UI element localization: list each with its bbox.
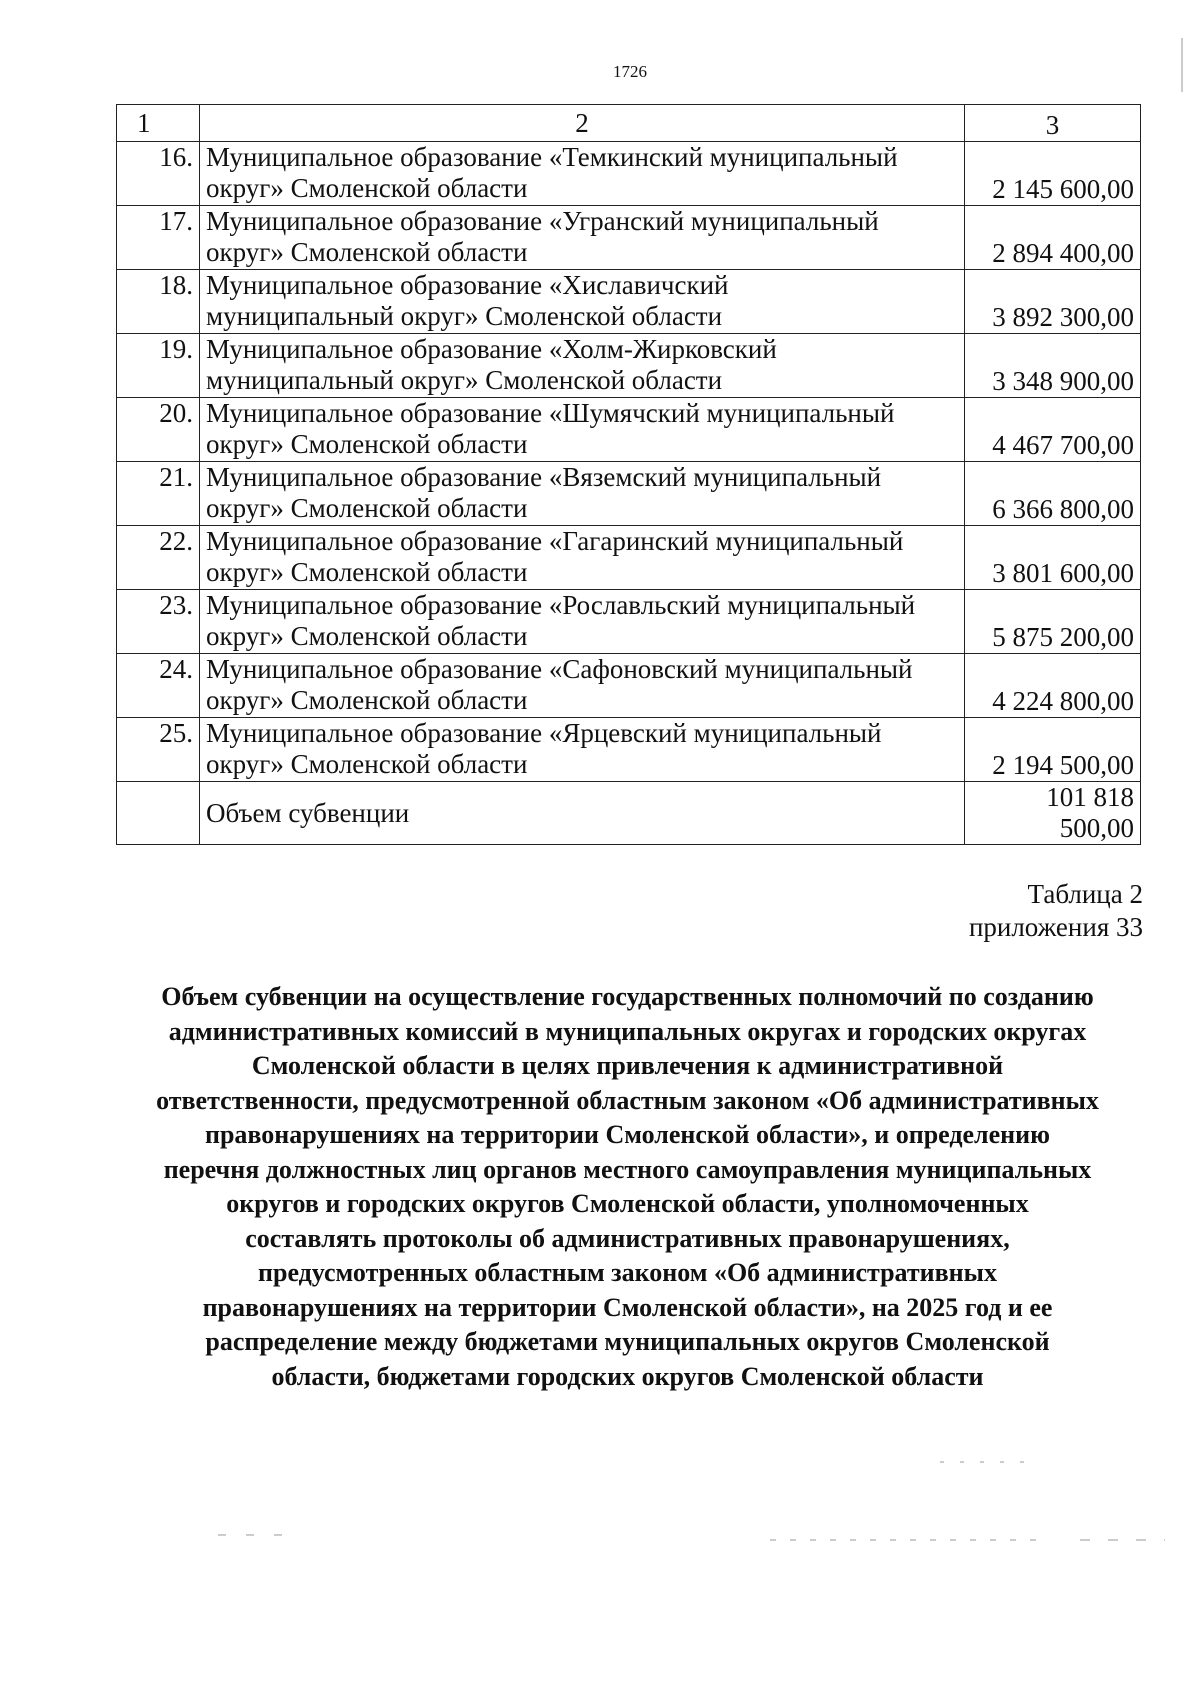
municipality-name-line2: округ» Смоленской области <box>206 685 528 715</box>
subvention-amount: 6 366 800,00 <box>965 462 1141 526</box>
document-title-line: административных комиссий в муниципальных округах и городских округах <box>168 1016 1087 1046</box>
municipality-name-line2: округ» Смоленской области <box>206 429 528 459</box>
municipality-name-line1: Муниципальное образование «Холм-Жирковский <box>206 334 777 364</box>
subvention-amount: 3 892 300,00 <box>965 270 1141 334</box>
municipality-name-line1: Муниципальное образование «Ярцевский муниципальный <box>206 718 882 748</box>
row-number: 19. <box>117 334 200 398</box>
row-number: 20. <box>117 398 200 462</box>
document-title-line: составлять протоколы об административных правонарушениях, <box>245 1223 1010 1253</box>
header-cell-3: 3 <box>965 105 1141 142</box>
document-title-line: правонарушениях на территории Смоленской области», и определению <box>204 1120 1051 1149</box>
document-title-line: распределение между бюджетами муниципальных округов Смоленской <box>205 1327 1050 1356</box>
municipality-name-line1: Муниципальное образование «Вяземский муниципальный <box>206 462 882 492</box>
row-number: 21. <box>117 462 200 526</box>
subvention-amount: 4 467 700,00 <box>965 398 1141 462</box>
municipality-name-line2: округ» Смоленской области <box>206 621 528 651</box>
document-title-line: округов и городских округов Смоленской области, уполномоченных <box>226 1189 1029 1218</box>
municipality-name-line2: округ» Смоленской области <box>206 173 528 203</box>
row-number: 18. <box>117 270 200 334</box>
municipality-name-line2: муниципальный округ» Смоленской области <box>206 365 723 395</box>
subvention-amount: 4 224 800,00 <box>965 654 1141 718</box>
row-number: 22. <box>117 526 200 590</box>
page-number: 1726 <box>613 62 647 81</box>
subvention-amount: 2 194 500,00 <box>965 718 1141 782</box>
header-cell-1: 1 <box>117 105 200 142</box>
total-amount: 101 818 500,00 <box>965 782 1141 845</box>
municipality-name-line2: округ» Смоленской области <box>206 557 528 587</box>
subvention-amount: 3 348 900,00 <box>965 334 1141 398</box>
document-title-line: перечня должностных лиц органов местного самоуправления муниципальных <box>163 1154 1092 1184</box>
municipality-name-line1: Муниципальное образование «Шумячский муниципальный <box>206 398 895 428</box>
municipality-name-line2: округ» Смоленской области <box>206 237 528 267</box>
municipality-name-line1: Муниципальное образование «Темкинский муниципальный <box>206 142 898 172</box>
municipality-name-line1: Муниципальное образование «Хиславичский <box>206 270 729 300</box>
row-number: 17. <box>117 206 200 270</box>
document-title-line: ответственности, предусмотренной областным законом «Об административных <box>156 1085 1099 1115</box>
total-label: Объем субвенции <box>200 782 965 845</box>
subvention-amount: 2 145 600,00 <box>965 142 1141 206</box>
document-title-line: правонарушениях на территории Смоленской области», на 2025 год и ее <box>202 1292 1053 1322</box>
subvention-amount: 2 894 400,00 <box>965 206 1141 270</box>
subvention-amount: 5 875 200,00 <box>965 590 1141 654</box>
municipality-name-line1: Муниципальное образование «Рославльский муниципальный <box>206 590 916 620</box>
header-cell-2: 2 <box>200 105 965 142</box>
municipality-name-line2: округ» Смоленской области <box>206 749 528 779</box>
municipality-name-line1: Муниципальное образование «Угранский муниципальный <box>206 206 879 236</box>
row-number: 16. <box>117 142 200 206</box>
document-title-line: Объем субвенции на осуществление государственных полномочий по созданию <box>161 982 1094 1011</box>
table-caption-appendix: приложения 33 <box>968 912 1143 942</box>
table-caption-number: Таблица 2 <box>1027 879 1143 909</box>
row-number: 24. <box>117 654 200 718</box>
row-number: 25. <box>117 718 200 782</box>
document-title-line: Смоленской области в целях привлечения к административной <box>251 1051 1004 1080</box>
row-number: 23. <box>117 590 200 654</box>
municipality-name-line1: Муниципальное образование «Сафоновский муниципальный <box>206 654 913 684</box>
municipality-name-line2: округ» Смоленской области <box>206 493 528 523</box>
document-title-line: предусмотренных областным законом «Об административных <box>258 1258 997 1287</box>
subvention-amount: 3 801 600,00 <box>965 526 1141 590</box>
document-title-line: области, бюджетами городских округов Смоленской области <box>271 1361 984 1391</box>
municipality-name-line1: Муниципальное образование «Гагаринский муниципальный <box>206 526 904 556</box>
municipality-name-line2: муниципальный округ» Смоленской области <box>206 301 723 331</box>
